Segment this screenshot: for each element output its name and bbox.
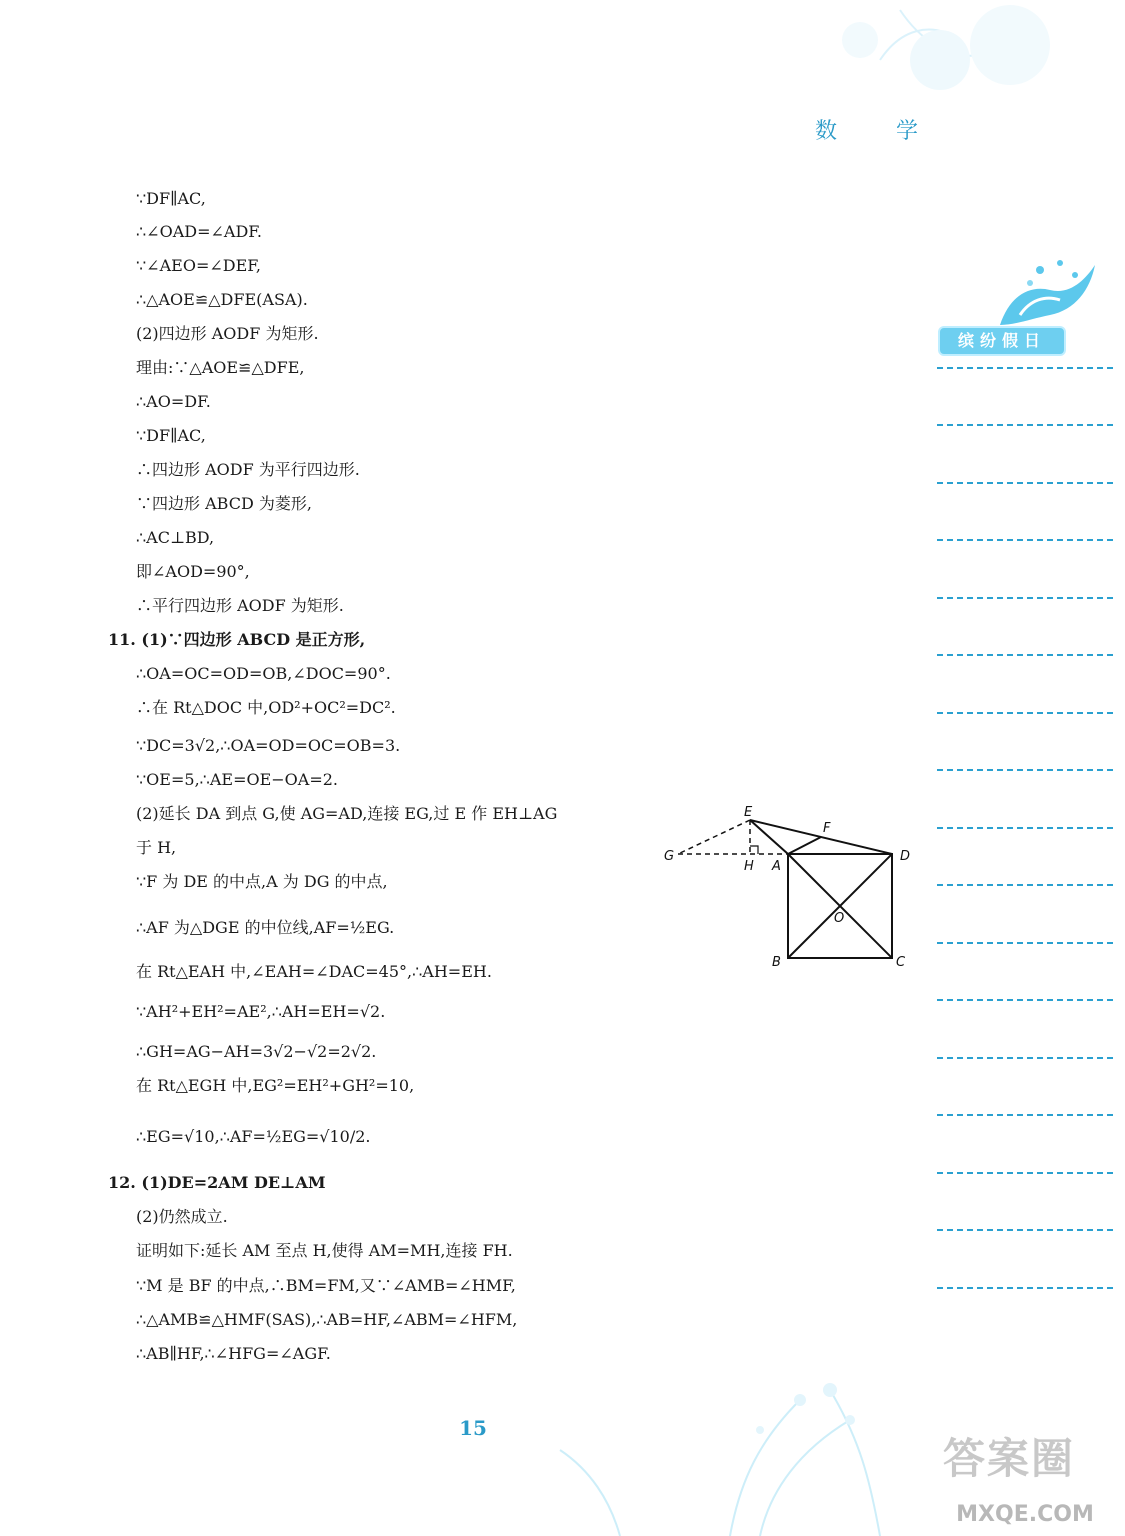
label-a: A (772, 859, 781, 874)
subject-title: 数 学 (815, 119, 944, 144)
note-line (937, 424, 1113, 426)
text-line: ∴△AMB≌△HMF(SAS),∴AB=HF,∠ABM=∠HFM, (136, 1310, 518, 1329)
text-line: ∴AB∥HF,∴∠HFG=∠AGF. (136, 1344, 331, 1363)
text-line: ∵DF∥AC, (136, 189, 206, 208)
text-line: ∴AC⊥BD, (136, 528, 215, 547)
note-line (937, 1172, 1113, 1174)
label-e: E (744, 805, 753, 820)
note-line (937, 367, 1113, 369)
label-c: C (896, 955, 906, 970)
label-o: O (834, 911, 845, 926)
note-line (937, 654, 1113, 656)
text-line: ∴△AOE≌△DFE(ASA). (136, 290, 308, 309)
text-line: (2)延长 DA 到点 G,使 AG=AD,连接 EG,过 E 作 EH⊥AG (136, 804, 558, 823)
watermark-logo (935, 1418, 1120, 1528)
note-line (937, 999, 1113, 1001)
note-line (937, 539, 1113, 541)
text-line: ∴GH=AG−AH=3√2−√2=2√2. (136, 1042, 377, 1061)
text-line: ∴AF 为△DGE 的中位线,AF=½EG. (136, 918, 395, 937)
text-line: ∵AH²+EH²=AE²,∴AH=EH=√2. (136, 1002, 386, 1021)
problem-12-start: 12. (1)DE=2AM DE⊥AM (108, 1173, 326, 1192)
text-line: ∴在 Rt△DOC 中,OD²+OC²=DC². (136, 698, 396, 717)
note-line (937, 942, 1113, 944)
note-line (937, 769, 1113, 771)
text-line: ∵DC=3√2,∴OA=OD=OC=OB=3. (136, 736, 401, 755)
note-line (937, 827, 1113, 829)
text-line: (2)四边形 AODF 为矩形. (136, 324, 319, 343)
note-line (937, 1057, 1113, 1059)
text-line: 于 H, (136, 838, 177, 857)
note-line (937, 482, 1113, 484)
text-line: ∴AO=DF. (136, 392, 211, 411)
label-h: H (744, 859, 754, 874)
text-line: ∵∠AEO=∠DEF, (136, 256, 261, 275)
page-number: 15 (459, 1416, 487, 1440)
note-line (937, 884, 1113, 886)
section-badge (938, 326, 1066, 356)
note-line (937, 1114, 1113, 1116)
segment-eg (678, 820, 750, 854)
text-line: 在 Rt△EGH 中,EG²=EH²+GH²=10, (136, 1076, 415, 1095)
segment-af (788, 837, 821, 854)
watermark-cn: 答案圈 (943, 1434, 1076, 1483)
section-badge-label: 缤纷假日 (957, 331, 1046, 350)
label-g: G (664, 849, 675, 864)
label-d: D (900, 849, 911, 864)
text-line: ∴平行四边形 AODF 为矩形. (136, 596, 344, 615)
text-line: ∵M 是 BF 的中点,∴BM=FM,又∵∠AMB=∠HMF, (136, 1276, 516, 1295)
watermark-url: MXQE.COM (956, 1502, 1094, 1527)
note-line (937, 1229, 1113, 1231)
text-line: 证明如下:延长 AM 至点 H,使得 AM=MH,连接 FH. (136, 1241, 513, 1260)
right-angle-mark (750, 846, 758, 854)
splash-icon (990, 255, 1102, 335)
text-line: ∵OE=5,∴AE=OE−OA=2. (136, 770, 339, 789)
text-line: ∴∠OAD=∠ADF. (136, 222, 262, 241)
text-line: ∵F 为 DE 的中点,A 为 DG 的中点, (136, 872, 388, 891)
text-line: ∵四边形 ABCD 为菱形, (136, 494, 312, 513)
text-line: ∴EG=√10,∴AF=½EG=√10/2. (136, 1127, 371, 1146)
note-line (937, 712, 1113, 714)
problem-11-start: 11. (1)∵四边形 ABCD 是正方形, (108, 630, 366, 649)
text-line: ∴四边形 AODF 为平行四边形. (136, 460, 360, 479)
text-line: 理由:∵△AOE≌△DFE, (136, 358, 305, 377)
text-line: 在 Rt△EAH 中,∠EAH=∠DAC=45°,∴AH=EH. (136, 962, 492, 981)
geometry-figure (660, 798, 920, 974)
label-b: B (772, 955, 781, 970)
note-line (937, 1287, 1113, 1289)
note-line (937, 597, 1113, 599)
text-line: ∵DF∥AC, (136, 426, 206, 445)
text-line: ∴OA=OC=OD=OB,∠DOC=90°. (136, 664, 391, 683)
text-line: 即∠AOD=90°, (136, 562, 250, 581)
label-f: F (823, 821, 831, 836)
text-line: (2)仍然成立. (136, 1207, 228, 1226)
